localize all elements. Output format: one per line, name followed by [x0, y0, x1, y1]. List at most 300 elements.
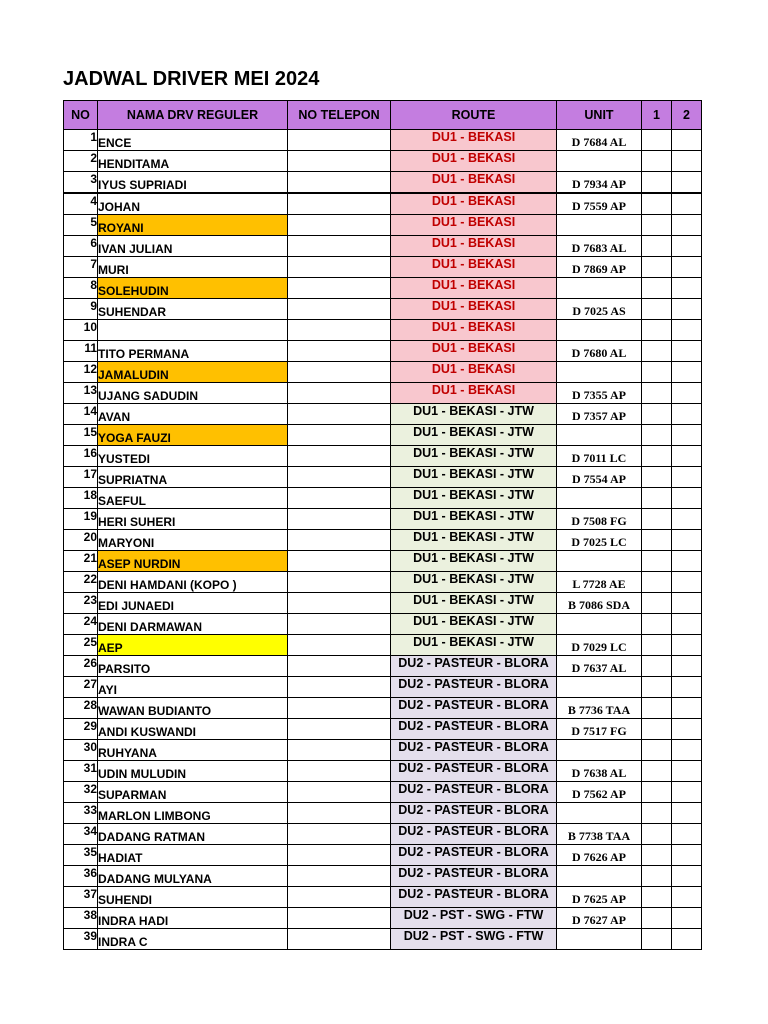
unit-cell[interactable]: D 7357 AP — [557, 404, 642, 425]
unit-cell[interactable]: L 7728 AE — [557, 572, 642, 593]
unit-cell[interactable]: D 7025 AS — [557, 299, 642, 320]
table-row — [64, 320, 702, 341]
phone-cell[interactable] — [288, 782, 391, 803]
phone-cell[interactable] — [288, 278, 391, 299]
route-cell[interactable]: DU1 - BEKASI — [391, 257, 557, 278]
route-cell[interactable]: DU1 - BEKASI — [391, 320, 557, 341]
row-number-cell[interactable]: 28 — [64, 698, 98, 719]
phone-cell[interactable] — [288, 824, 391, 845]
row-number-cell[interactable]: 1 — [64, 130, 98, 151]
col-1-cell[interactable] — [642, 866, 672, 887]
table-row — [64, 341, 702, 362]
route-cell[interactable]: DU1 - BEKASI - JTW — [391, 551, 557, 572]
phone-cell[interactable] — [288, 677, 391, 698]
driver-name-cell[interactable]: AEP — [98, 635, 288, 656]
col-2-cell[interactable] — [672, 446, 702, 467]
col-1-cell[interactable] — [642, 593, 672, 614]
unit-cell[interactable]: D 7638 AL — [557, 761, 642, 782]
route-cell[interactable]: DU1 - BEKASI - JTW — [391, 467, 557, 488]
col-1-cell[interactable] — [642, 130, 672, 151]
phone-cell[interactable] — [288, 446, 391, 467]
row-number-cell[interactable]: 33 — [64, 803, 98, 824]
driver-name-cell[interactable]: UDIN MULUDIN — [98, 761, 288, 782]
row-number-cell[interactable]: 38 — [64, 908, 98, 929]
col-2-cell[interactable] — [672, 593, 702, 614]
col-2-cell[interactable] — [672, 383, 702, 404]
unit-cell[interactable] — [557, 362, 642, 383]
driver-name-cell[interactable]: UJANG SADUDIN — [98, 383, 288, 404]
row-number-cell[interactable]: 24 — [64, 614, 98, 635]
table-row — [64, 698, 702, 719]
unit-cell[interactable]: D 7508 FG — [557, 509, 642, 530]
col-2-cell[interactable] — [672, 719, 702, 740]
driver-name-cell[interactable]: HADIAT — [98, 845, 288, 866]
phone-cell[interactable] — [288, 635, 391, 656]
unit-cell[interactable]: D 7680 AL — [557, 341, 642, 362]
phone-cell[interactable] — [288, 929, 391, 950]
route-cell[interactable]: DU1 - BEKASI — [391, 215, 557, 236]
col-2-cell[interactable] — [672, 908, 702, 929]
table-row — [64, 824, 702, 845]
col-2-cell[interactable] — [672, 782, 702, 803]
col-1-cell[interactable] — [642, 467, 672, 488]
driver-name-cell[interactable]: IYUS SUPRIADI — [98, 172, 288, 194]
col-1-cell[interactable] — [642, 383, 672, 404]
phone-cell[interactable] — [288, 698, 391, 719]
col-2-cell[interactable] — [672, 572, 702, 593]
col-1-cell[interactable] — [642, 446, 672, 467]
phone-cell[interactable] — [288, 614, 391, 635]
route-cell[interactable]: DU1 - BEKASI — [391, 151, 557, 172]
row-number-cell[interactable]: 16 — [64, 446, 98, 467]
driver-name-cell[interactable]: EDI JUNAEDI — [98, 593, 288, 614]
col-2-cell[interactable] — [672, 404, 702, 425]
driver-name-cell[interactable]: INDRA C — [98, 929, 288, 950]
route-cell[interactable]: DU1 - BEKASI - JTW — [391, 488, 557, 509]
phone-cell[interactable] — [288, 761, 391, 782]
col-2-cell[interactable] — [672, 530, 702, 551]
route-cell[interactable]: DU2 - PASTEUR - BLORA — [391, 740, 557, 761]
unit-cell[interactable]: D 7869 AP — [557, 257, 642, 278]
unit-cell[interactable]: D 7011 LC — [557, 446, 642, 467]
col-1-cell[interactable] — [642, 887, 672, 908]
row-number-cell[interactable]: 18 — [64, 488, 98, 509]
unit-cell[interactable] — [557, 740, 642, 761]
row-number-cell[interactable]: 31 — [64, 761, 98, 782]
col-1-cell[interactable] — [642, 425, 672, 446]
col-1-cell[interactable] — [642, 341, 672, 362]
unit-cell[interactable]: B 7086 SDA — [557, 593, 642, 614]
table-row — [64, 151, 702, 172]
phone-cell[interactable] — [288, 908, 391, 929]
phone-cell[interactable] — [288, 740, 391, 761]
row-number-cell[interactable]: 21 — [64, 551, 98, 572]
route-cell[interactable]: DU2 - PST - SWG - FTW — [391, 908, 557, 929]
col-2-cell[interactable] — [672, 278, 702, 299]
driver-name-cell[interactable]: INDRA HADI — [98, 908, 288, 929]
col-1-cell[interactable] — [642, 151, 672, 172]
col-2-cell[interactable] — [672, 761, 702, 782]
row-number-cell[interactable]: 27 — [64, 677, 98, 698]
row-number-cell[interactable]: 5 — [64, 215, 98, 236]
route-cell[interactable]: DU1 - BEKASI - JTW — [391, 530, 557, 551]
phone-cell[interactable] — [288, 803, 391, 824]
phone-cell[interactable] — [288, 215, 391, 236]
unit-cell[interactable]: D 7562 AP — [557, 782, 642, 803]
col-1-cell[interactable] — [642, 572, 672, 593]
driver-name-cell[interactable]: DADANG RATMAN — [98, 824, 288, 845]
unit-cell[interactable]: D 7554 AP — [557, 467, 642, 488]
table-row — [64, 236, 702, 257]
col-2-cell[interactable] — [672, 866, 702, 887]
driver-name-cell[interactable]: ANDI KUSWANDI — [98, 719, 288, 740]
row-number-cell[interactable]: 11 — [64, 341, 98, 362]
col-2-cell[interactable] — [672, 172, 702, 194]
unit-cell[interactable] — [557, 866, 642, 887]
col-2-cell[interactable] — [672, 299, 702, 320]
col-1-cell[interactable] — [642, 740, 672, 761]
row-number-cell[interactable]: 4 — [64, 193, 98, 215]
row-number-cell[interactable]: 25 — [64, 635, 98, 656]
route-cell[interactable]: DU2 - PASTEUR - BLORA — [391, 845, 557, 866]
table-row — [64, 299, 702, 320]
route-cell[interactable]: DU1 - BEKASI - JTW — [391, 572, 557, 593]
col-1-cell[interactable] — [642, 635, 672, 656]
col-2-cell[interactable] — [672, 845, 702, 866]
unit-cell[interactable] — [557, 215, 642, 236]
driver-name-cell[interactable]: MURI — [98, 257, 288, 278]
col-1-cell[interactable] — [642, 908, 672, 929]
unit-cell[interactable] — [557, 929, 642, 950]
driver-name-cell[interactable]: RUHYANA — [98, 740, 288, 761]
driver-name-cell[interactable]: IVAN JULIAN — [98, 236, 288, 257]
col-2-cell[interactable] — [672, 635, 702, 656]
driver-name-cell[interactable]: SOLEHUDIN — [98, 278, 288, 299]
driver-name-cell[interactable]: AYI — [98, 677, 288, 698]
unit-cell[interactable]: D 7517 FG — [557, 719, 642, 740]
row-number-cell[interactable]: 9 — [64, 299, 98, 320]
col-1-cell[interactable] — [642, 677, 672, 698]
col-1-cell[interactable] — [642, 929, 672, 950]
row-number-cell[interactable]: 12 — [64, 362, 98, 383]
unit-cell[interactable] — [557, 278, 642, 299]
row-number-cell[interactable]: 19 — [64, 509, 98, 530]
unit-cell[interactable] — [557, 320, 642, 341]
table-row — [64, 467, 702, 488]
col-1-cell[interactable] — [642, 362, 672, 383]
route-cell[interactable]: DU2 - PASTEUR - BLORA — [391, 656, 557, 677]
driver-name-cell[interactable]: DADANG MULYANA — [98, 866, 288, 887]
row-number-cell[interactable]: 37 — [64, 887, 98, 908]
header-col-1[interactable]: 1 — [642, 101, 672, 130]
route-cell[interactable]: DU1 - BEKASI - JTW — [391, 593, 557, 614]
row-number-cell[interactable]: 6 — [64, 236, 98, 257]
driver-name-cell[interactable]: JAMALUDIN — [98, 362, 288, 383]
col-1-cell[interactable] — [642, 656, 672, 677]
route-cell[interactable]: DU1 - BEKASI — [391, 193, 557, 215]
col-1-cell[interactable] — [642, 845, 672, 866]
col-1-cell[interactable] — [642, 299, 672, 320]
phone-cell[interactable] — [288, 467, 391, 488]
phone-cell[interactable] — [288, 488, 391, 509]
unit-cell[interactable]: B 7736 TAA — [557, 698, 642, 719]
route-cell[interactable]: DU1 - BEKASI — [391, 236, 557, 257]
route-cell[interactable]: DU1 - BEKASI - JTW — [391, 635, 557, 656]
route-cell[interactable]: DU1 - BEKASI - JTW — [391, 404, 557, 425]
unit-cell[interactable]: D 7626 AP — [557, 845, 642, 866]
phone-cell[interactable] — [288, 193, 391, 215]
col-2-cell[interactable] — [672, 824, 702, 845]
col-2-cell[interactable] — [672, 614, 702, 635]
route-cell[interactable]: DU1 - BEKASI — [391, 299, 557, 320]
col-2-cell[interactable] — [672, 803, 702, 824]
table-row — [64, 130, 702, 151]
row-number-cell[interactable]: 34 — [64, 824, 98, 845]
unit-cell[interactable] — [557, 551, 642, 572]
phone-cell[interactable] — [288, 551, 391, 572]
driver-name-cell[interactable]: PARSITO — [98, 656, 288, 677]
col-2-cell[interactable] — [672, 362, 702, 383]
col-2-cell[interactable] — [672, 151, 702, 172]
phone-cell[interactable] — [288, 299, 391, 320]
driver-name-cell[interactable]: HERI SUHERI — [98, 509, 288, 530]
row-number-cell[interactable]: 39 — [64, 929, 98, 950]
row-number-cell[interactable]: 22 — [64, 572, 98, 593]
driver-name-cell[interactable]: HENDITAMA — [98, 151, 288, 172]
row-number-cell[interactable]: 3 — [64, 172, 98, 194]
col-2-cell[interactable] — [672, 467, 702, 488]
driver-name-cell[interactable]: ENCE — [98, 130, 288, 151]
col-2-cell[interactable] — [672, 929, 702, 950]
col-2-cell[interactable] — [672, 551, 702, 572]
phone-cell[interactable] — [288, 383, 391, 404]
unit-cell[interactable] — [557, 614, 642, 635]
table-row — [64, 404, 702, 425]
header-no[interactable]: NO — [64, 101, 98, 130]
col-1-cell[interactable] — [642, 698, 672, 719]
unit-cell[interactable]: D 7934 AP — [557, 172, 642, 194]
phone-cell[interactable] — [288, 151, 391, 172]
driver-name-cell[interactable]: AVAN — [98, 404, 288, 425]
table-row — [64, 614, 702, 635]
phone-cell[interactable] — [288, 236, 391, 257]
phone-cell[interactable] — [288, 530, 391, 551]
unit-cell[interactable] — [557, 677, 642, 698]
col-2-cell[interactable] — [672, 130, 702, 151]
row-number-cell[interactable]: 15 — [64, 425, 98, 446]
col-1-cell[interactable] — [642, 215, 672, 236]
col-1-cell[interactable] — [642, 509, 672, 530]
phone-cell[interactable] — [288, 719, 391, 740]
driver-name-cell[interactable]: DENI HAMDANI (KOPO ) — [98, 572, 288, 593]
table-row — [64, 803, 702, 824]
col-1-cell[interactable] — [642, 257, 672, 278]
driver-name-cell[interactable]: MARLON LIMBONG — [98, 803, 288, 824]
col-2-cell[interactable] — [672, 320, 702, 341]
phone-cell[interactable] — [288, 362, 391, 383]
route-cell[interactable]: DU2 - PASTEUR - BLORA — [391, 866, 557, 887]
unit-cell[interactable]: B 7738 TAA — [557, 824, 642, 845]
row-number-cell[interactable]: 35 — [64, 845, 98, 866]
col-2-cell[interactable] — [672, 887, 702, 908]
col-2-cell[interactable] — [672, 509, 702, 530]
route-cell[interactable]: DU2 - PASTEUR - BLORA — [391, 782, 557, 803]
driver-name-cell[interactable]: ASEP NURDIN — [98, 551, 288, 572]
unit-cell[interactable]: D 7625 AP — [557, 887, 642, 908]
route-cell[interactable]: DU1 - BEKASI — [391, 278, 557, 299]
driver-name-cell[interactable]: SAEFUL — [98, 488, 288, 509]
col-1-cell[interactable] — [642, 551, 672, 572]
header-col-2[interactable]: 2 — [672, 101, 702, 130]
route-cell[interactable]: DU2 - PASTEUR - BLORA — [391, 719, 557, 740]
driver-name-cell[interactable] — [98, 320, 288, 341]
route-cell[interactable]: DU2 - PASTEUR - BLORA — [391, 761, 557, 782]
phone-cell[interactable] — [288, 257, 391, 278]
phone-cell[interactable] — [288, 130, 391, 151]
row-number-cell[interactable]: 10 — [64, 320, 98, 341]
driver-name-cell[interactable]: YOGA FAUZI — [98, 425, 288, 446]
row-number-cell[interactable]: 26 — [64, 656, 98, 677]
row-number-cell[interactable]: 7 — [64, 257, 98, 278]
phone-cell[interactable] — [288, 572, 391, 593]
col-2-cell[interactable] — [672, 698, 702, 719]
driver-name-cell[interactable]: ROYANI — [98, 215, 288, 236]
phone-cell[interactable] — [288, 172, 391, 194]
phone-cell[interactable] — [288, 593, 391, 614]
table-body — [64, 130, 702, 950]
phone-cell[interactable] — [288, 341, 391, 362]
row-number-cell[interactable]: 32 — [64, 782, 98, 803]
driver-name-cell[interactable]: SUPRIATNA — [98, 467, 288, 488]
header-row — [64, 101, 702, 130]
driver-name-cell[interactable]: SUHENDAR — [98, 299, 288, 320]
col-1-cell[interactable] — [642, 404, 672, 425]
route-cell[interactable]: DU2 - PASTEUR - BLORA — [391, 698, 557, 719]
unit-cell[interactable] — [557, 151, 642, 172]
col-2-cell[interactable] — [672, 677, 702, 698]
route-cell[interactable]: DU2 - PASTEUR - BLORA — [391, 824, 557, 845]
col-1-cell[interactable] — [642, 803, 672, 824]
driver-name-cell[interactable]: YUSTEDI — [98, 446, 288, 467]
driver-name-cell[interactable]: WAWAN BUDIANTO — [98, 698, 288, 719]
phone-cell[interactable] — [288, 509, 391, 530]
route-cell[interactable]: DU1 - BEKASI - JTW — [391, 446, 557, 467]
phone-cell[interactable] — [288, 320, 391, 341]
row-number-cell[interactable]: 30 — [64, 740, 98, 761]
driver-name-cell[interactable]: SUHENDI — [98, 887, 288, 908]
phone-cell[interactable] — [288, 656, 391, 677]
route-cell[interactable]: DU2 - PST - SWG - FTW — [391, 929, 557, 950]
unit-cell[interactable]: D 7637 AL — [557, 656, 642, 677]
row-number-cell[interactable]: 14 — [64, 404, 98, 425]
col-2-cell[interactable] — [672, 236, 702, 257]
table-row — [64, 929, 702, 950]
col-1-cell[interactable] — [642, 236, 672, 257]
route-cell[interactable]: DU1 - BEKASI - JTW — [391, 614, 557, 635]
table-row — [64, 278, 702, 299]
col-1-cell[interactable] — [642, 824, 672, 845]
col-2-cell[interactable] — [672, 341, 702, 362]
table-row — [64, 172, 702, 194]
col-2-cell[interactable] — [672, 488, 702, 509]
phone-cell[interactable] — [288, 887, 391, 908]
phone-cell[interactable] — [288, 845, 391, 866]
route-cell[interactable]: DU2 - PASTEUR - BLORA — [391, 887, 557, 908]
driver-name-cell[interactable]: TITO PERMANA — [98, 341, 288, 362]
col-1-cell[interactable] — [642, 320, 672, 341]
route-cell[interactable]: DU1 - BEKASI — [391, 341, 557, 362]
table-row — [64, 215, 702, 236]
header-route[interactable]: ROUTE — [391, 101, 557, 130]
header-name[interactable]: NAMA DRV REGULER — [98, 101, 288, 130]
row-number-cell[interactable]: 23 — [64, 593, 98, 614]
row-number-cell[interactable]: 17 — [64, 467, 98, 488]
route-cell[interactable]: DU1 - BEKASI - JTW — [391, 425, 557, 446]
unit-cell[interactable]: D 7029 LC — [557, 635, 642, 656]
route-cell[interactable]: DU1 - BEKASI — [391, 362, 557, 383]
col-1-cell[interactable] — [642, 278, 672, 299]
route-cell[interactable]: DU1 - BEKASI - JTW — [391, 509, 557, 530]
col-2-cell[interactable] — [672, 425, 702, 446]
unit-cell[interactable]: D 7559 AP — [557, 193, 642, 215]
row-number-cell[interactable]: 29 — [64, 719, 98, 740]
header-phone[interactable]: NO TELEPON — [288, 101, 391, 130]
unit-cell[interactable]: D 7025 LC — [557, 530, 642, 551]
col-2-cell[interactable] — [672, 740, 702, 761]
route-cell[interactable]: DU1 - BEKASI — [391, 172, 557, 194]
unit-cell[interactable] — [557, 488, 642, 509]
col-1-cell[interactable] — [642, 782, 672, 803]
table-row — [64, 446, 702, 467]
col-1-cell[interactable] — [642, 614, 672, 635]
row-number-cell[interactable]: 20 — [64, 530, 98, 551]
unit-cell[interactable] — [557, 803, 642, 824]
route-cell[interactable]: DU2 - PASTEUR - BLORA — [391, 803, 557, 824]
table-row — [64, 782, 702, 803]
col-1-cell[interactable] — [642, 761, 672, 782]
row-number-cell[interactable]: 2 — [64, 151, 98, 172]
col-1-cell[interactable] — [642, 172, 672, 194]
row-number-cell[interactable]: 13 — [64, 383, 98, 404]
col-2-cell[interactable] — [672, 656, 702, 677]
unit-cell[interactable]: D 7627 AP — [557, 908, 642, 929]
driver-name-cell[interactable]: SUPARMAN — [98, 782, 288, 803]
row-number-cell[interactable]: 36 — [64, 866, 98, 887]
phone-cell[interactable] — [288, 866, 391, 887]
unit-cell[interactable] — [557, 425, 642, 446]
col-1-cell[interactable] — [642, 719, 672, 740]
phone-cell[interactable] — [288, 404, 391, 425]
route-cell[interactable]: DU1 - BEKASI — [391, 130, 557, 151]
route-cell[interactable]: DU2 - PASTEUR - BLORA — [391, 677, 557, 698]
unit-cell[interactable]: D 7683 AL — [557, 236, 642, 257]
driver-name-cell[interactable]: JOHAN — [98, 193, 288, 215]
header-unit[interactable]: UNIT — [557, 101, 642, 130]
unit-cell[interactable]: D 7355 AP — [557, 383, 642, 404]
col-2-cell[interactable] — [672, 257, 702, 278]
col-2-cell[interactable] — [672, 215, 702, 236]
col-1-cell[interactable] — [642, 193, 672, 215]
driver-name-cell[interactable]: DENI DARMAWAN — [98, 614, 288, 635]
col-1-cell[interactable] — [642, 488, 672, 509]
route-cell[interactable]: DU1 - BEKASI — [391, 383, 557, 404]
phone-cell[interactable] — [288, 425, 391, 446]
row-number-cell[interactable]: 8 — [64, 278, 98, 299]
unit-cell[interactable]: D 7684 AL — [557, 130, 642, 151]
col-1-cell[interactable] — [642, 530, 672, 551]
col-2-cell[interactable] — [672, 193, 702, 215]
driver-name-cell[interactable]: MARYONI — [98, 530, 288, 551]
